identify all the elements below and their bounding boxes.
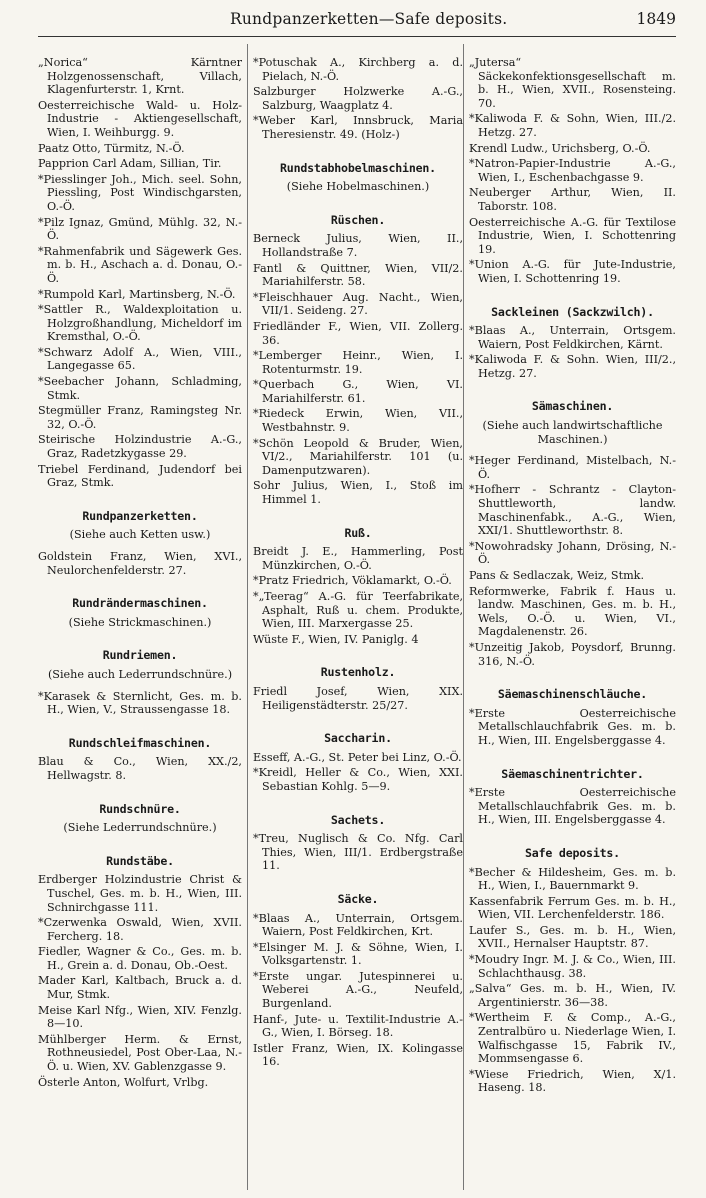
directory-entry: *„Teerag“ A.-G. für Teerfabrikate, Asphalt, Ruß u. chem. Produkte, Wien, III. Marxergasse 25.: [253, 590, 463, 631]
directory-entry: *Erste Oesterreichische Metallschlauchfabrik Ges. m. b. H., Wien, III. Engelsberggasse 4.: [469, 786, 676, 827]
section-heading: Rundstäbe.: [106, 853, 174, 868]
section-heading: Ruß.: [344, 525, 372, 540]
see-also-note: (Siehe Hobelmaschinen.): [286, 180, 430, 194]
directory-entry: *Seebacher Johann, Schladming, Stmk.: [38, 375, 242, 402]
directory-entry: Hanf-, Jute- u. Textilit-Industrie A.-G., Wien, I. Börseg. 18.: [253, 1012, 463, 1040]
directory-entry: Salzburger Holzwerke A.-G., Salzburg, Waagplatz 4.: [253, 85, 463, 112]
page-title: Rundpanzerketten—Safe deposits.: [230, 10, 508, 28]
directory-entry: Breidt J. E., Hammerling, Post Münzkirchen, O.-Ö.: [253, 545, 463, 572]
page-header: [0, 10, 706, 38]
directory-entry: Esseff, A.-G., St. Peter bei Linz, O.-Ö.: [253, 750, 462, 764]
directory-entry: *Rumpold Karl, Martinsberg, N.-Ö.: [38, 287, 236, 301]
directory-entry: *Fleischhauer Aug. Nacht., Wien, VII/1. Seideng. 27.: [253, 290, 463, 318]
column-divider: [463, 44, 464, 1190]
directory-entry: Reformwerke, Fabrik f. Haus u. landw. Maschinen, Ges. m. b. H., Wels, O.-Ö. u. Wien, VI., Magdalenenstr. 26.: [469, 584, 676, 639]
directory-entry: Fiedler, Wagner & Co., Ges. m. b. H., Grein a. d. Donau, Ob.-Oest.: [38, 945, 242, 972]
section-heading: Sämaschinen.: [531, 399, 614, 414]
page-number: 1849: [636, 10, 676, 28]
section-heading: Rundpanzerketten.: [82, 508, 198, 523]
column-1: [38, 56, 242, 1091]
directory-entry: *Blaas A., Unterrain, Ortsgem. Waiern, Post Feldkirchen, Krt.: [253, 911, 463, 939]
directory-entry: Paatz Otto, Türmitz, N.-Ö.: [38, 141, 185, 155]
directory-entry: Erdberger Holzindustrie Christ & Tuschel, Ges. m. b. H., Wien, III. Schnirchgasse 111.: [38, 873, 242, 914]
see-also-note: (Siehe Strickmaschinen.): [68, 615, 212, 629]
section-heading: Rundschnüre.: [99, 801, 181, 816]
section-heading: Safe deposits.: [525, 845, 620, 860]
header-rule: [38, 36, 676, 37]
directory-entry: Fantl & Quittner, Wien, VII/2. Mariahilferstr. 58.: [253, 261, 463, 289]
directory-entry: Steirische Holzindustrie A.-G., Graz, Radetzkygasse 29.: [38, 433, 242, 461]
directory-entry: *Schön Leopold & Bruder, Wien, VI/2., Mariahilferstr. 101 (u. Damenputzwaren).: [253, 436, 463, 477]
directory-entry: Istler Franz, Wien, IX. Kolingasse 16.: [253, 1041, 463, 1069]
directory-entry: *Natron-Papier-Industrie A.-G., Wien, I., Eschenbachgasse 9.: [469, 157, 676, 184]
section-heading: Sackleinen (Sackzwilch).: [491, 304, 654, 319]
directory-entry: *Schwarz Adolf A., Wien, VIII., Langegasse 65.: [38, 345, 242, 373]
directory-entry: *Pilz Ignaz, Gmünd, Mühlg. 32, N.-Ö.: [38, 215, 242, 243]
section-heading: Saccharin.: [324, 731, 392, 746]
directory-entry: Oesterreichische A.-G. für Textilose Industrie, Wien, I. Schottenring 19.: [469, 215, 676, 256]
directory-entry: *Querbach G., Wien, VI. Mariahilferstr. 61.: [253, 378, 463, 405]
directory-entry: Krendl Ludw., Urichsberg, O.-Ö.: [469, 141, 651, 155]
section-heading: Säemaschinentrichter.: [501, 766, 644, 781]
directory-entry: *Heger Ferdinand, Mistelbach, N.-Ö.: [469, 454, 676, 481]
section-heading: Rüschen.: [330, 212, 386, 227]
directory-entry: Berneck Julius, Wien, II., Hollandstraße 7.: [253, 232, 463, 259]
directory-entry: *Lemberger Heinr., Wien, I. Rotenturmstr. 19.: [253, 349, 463, 376]
directory-entry: Stegmüller Franz, Ramingsteg Nr. 32, O.-Ö.: [38, 404, 242, 431]
directory-entry: *Moudry Ingr. M. J. & Co., Wien, III. Schlachthausg. 38.: [469, 953, 676, 980]
see-also-note: (Siehe auch landwirtschaftliche Maschinen.): [482, 419, 663, 446]
directory-entry: *Kaliwoda F. & Sohn. Wien, III/2., Hetzg. 27.: [469, 353, 676, 380]
directory-entry: Goldstein Franz, Wien, XVI., Neulorchenfelderstr. 27.: [38, 550, 242, 577]
directory-entry: Wüste F., Wien, IV. Paniglg. 4: [253, 632, 419, 646]
directory-entry: Triebel Ferdinand, Judendorf bei Graz, Stmk.: [38, 462, 242, 490]
section-heading: Säemaschinenschläuche.: [497, 687, 648, 702]
directory-entry: *Erste ungar. Jutespinnerei u. Weberei A.-G., Neufeld, Burgenland.: [253, 969, 463, 1011]
section-heading: Rundrändermaschinen.: [72, 596, 208, 611]
directory-entry: Meise Karl Nfg., Wien, XIV. Fenzlg. 8—10.: [38, 1003, 242, 1031]
directory-entry: Mader Karl, Kaltbach, Bruck a. d. Mur, Stmk.: [38, 974, 242, 1002]
column-divider: [247, 44, 248, 1190]
directory-entry: *Karasek & Sternlicht, Ges. m. b. H., Wien, V., Straussengasse 18.: [38, 689, 242, 717]
directory-entry: *Union A.-G. für Jute-Industrie, Wien, I. Schottenring 19.: [469, 258, 676, 285]
see-also-note: (Siehe Lederrundschnüre.): [63, 821, 217, 835]
directory-entry: *Elsinger M. J. & Söhne, Wien, I. Volksgartenstr. 1.: [253, 940, 463, 968]
section-heading: Rundriemen.: [102, 648, 178, 663]
section-heading: Rustenholz.: [320, 665, 396, 680]
section-heading: Sachets.: [330, 812, 386, 827]
directory-entry: *Kreidl, Heller & Co., Wien, XXI. Sebastian Kohlg. 5—9.: [253, 766, 463, 793]
directory-entry: *Nowohradsky Johann, Drösing, N.-Ö.: [469, 539, 676, 567]
column-2: [253, 56, 463, 1071]
directory-entry: *Czerwenka Oswald, Wien, XVII. Fercherg. 18.: [38, 916, 242, 943]
directory-entry: Neuberger Arthur, Wien, II. Taborstr. 108.: [469, 186, 676, 213]
directory-entry: *Potuschak A., Kirchberg a. d. Pielach, N.-Ö.: [253, 56, 463, 83]
directory-entry: *Sattler R., Waldexploitation u. Holzgroßhandlung, Micheldorf im Kremsthal, O.-Ö.: [38, 303, 242, 344]
directory-entry: Österle Anton, Wolfurt, Vrlbg.: [38, 1075, 209, 1089]
directory-entry: *Riedeck Erwin, Wien, VII., Westbahnstr. 9.: [253, 407, 463, 435]
section-heading: Säcke.: [337, 891, 379, 906]
directory-entry: *Piesslinger Joh., Mich. seel. Sohn, Piessling, Post Windischgarsten, O.-Ö.: [38, 172, 242, 213]
directory-entry: Friedländer F., Wien, VII. Zollerg. 36.: [253, 319, 463, 347]
directory-entry: *Unzeitig Jakob, Poysdorf, Brunng. 316, N.-Ö.: [469, 640, 676, 668]
directory-entry: Blau & Co., Wien, XX./2, Hellwagstr. 8.: [38, 755, 242, 782]
directory-entry: *Becher & Hildesheim, Ges. m. b. H., Wien, I., Bauernmarkt 9.: [469, 865, 676, 893]
directory-entry: Sohr Julius, Wien, I., Stoß im Himmel 1.: [253, 479, 463, 507]
directory-entry: Laufer S., Ges. m. b. H., Wien, XVII., Hernalser Hauptstr. 87.: [469, 923, 676, 951]
directory-entry: *Treu, Nuglisch & Co. Nfg. Carl Thies, Wien, III/1. Erdbergstraße 11.: [253, 832, 463, 873]
directory-entry: *Rahmenfabrik und Sägewerk Ges. m. b. H., Aschach a. d. Donau, O.-Ö.: [38, 244, 242, 285]
directory-entry: Friedl Josef, Wien, XIX. Heiligenstädterstr. 25/27.: [253, 684, 463, 712]
directory-entry: *Wiese Friedrich, Wien, X/1. Haseng. 18.: [469, 1067, 676, 1095]
see-also-note: (Siehe auch Lederrundschnüre.): [47, 667, 233, 681]
directory-entry: „Norica“ Kärntner Holzgenossenschaft, Villach, Klagenfurterstr. 1, Krnt.: [38, 56, 242, 97]
directory-entry: *Wertheim F. & Comp., A.-G., Zentralbüro u. Niederlage Wien, I. Walfischgasse 15, Fabrik IV., Mommsengasse 6.: [469, 1011, 676, 1066]
directory-entry: *Hofherr - Schrantz - Clayton-Shuttleworth, landw. Maschinenfabk., A.-G., Wien, XXI/1. Shuttleworthstr. 8.: [469, 483, 676, 538]
directory-entry: Oesterreichische Wald- u. Holz-Industrie - Aktiengesellschaft, Wien, I. Weihburgg. 9.: [38, 98, 242, 139]
directory-entry: *Blaas A., Unterrain, Ortsgem. Waiern, Post Feldkirchen, Kärnt.: [469, 324, 676, 351]
directory-entry: „Jutersa“ Säckekonfektionsgesellschaft m. b. H., Wien, XVII., Rosensteing. 70.: [469, 56, 676, 110]
directory-entry: „Salva“ Ges. m. b. H., Wien, IV. Argentinierstr. 36—38.: [469, 982, 676, 1009]
directory-entry: Papprion Carl Adam, Sillian, Tir.: [38, 157, 222, 171]
directory-entry: *Kaliwoda F. & Sohn, Wien, III./2. Hetzg. 27.: [469, 112, 676, 139]
directory-entry: Kassenfabrik Ferrum Ges. m. b. H., Wien, VII. Lerchenfelderstr. 186.: [469, 894, 676, 922]
directory-entry: *Weber Karl, Innsbruck, Maria Theresienstr. 49. (Holz-): [253, 114, 463, 141]
directory-entry: Mühlberger Herm. & Ernst, Rothneusiedel, Post Ober-Laa, N.-Ö. u. Wien, XV. Gablenzgasse 9.: [38, 1032, 242, 1074]
section-heading: Rundstabhobelmaschinen.: [280, 160, 436, 175]
section-heading: Rundschleifmaschinen.: [68, 735, 212, 750]
directory-entry: *Pratz Friedrich, Vöklamarkt, O.-Ö.: [253, 574, 452, 588]
directory-entry: *Erste Oesterreichische Metallschlauchfabrik Ges. m. b. H., Wien, III. Engelsberggasse 4.: [469, 706, 676, 747]
see-also-note: (Siehe auch Ketten usw.): [69, 528, 211, 542]
column-3: [469, 56, 676, 1097]
directory-entry: Pans & Sedlaczak, Weiz, Stmk.: [469, 569, 645, 582]
